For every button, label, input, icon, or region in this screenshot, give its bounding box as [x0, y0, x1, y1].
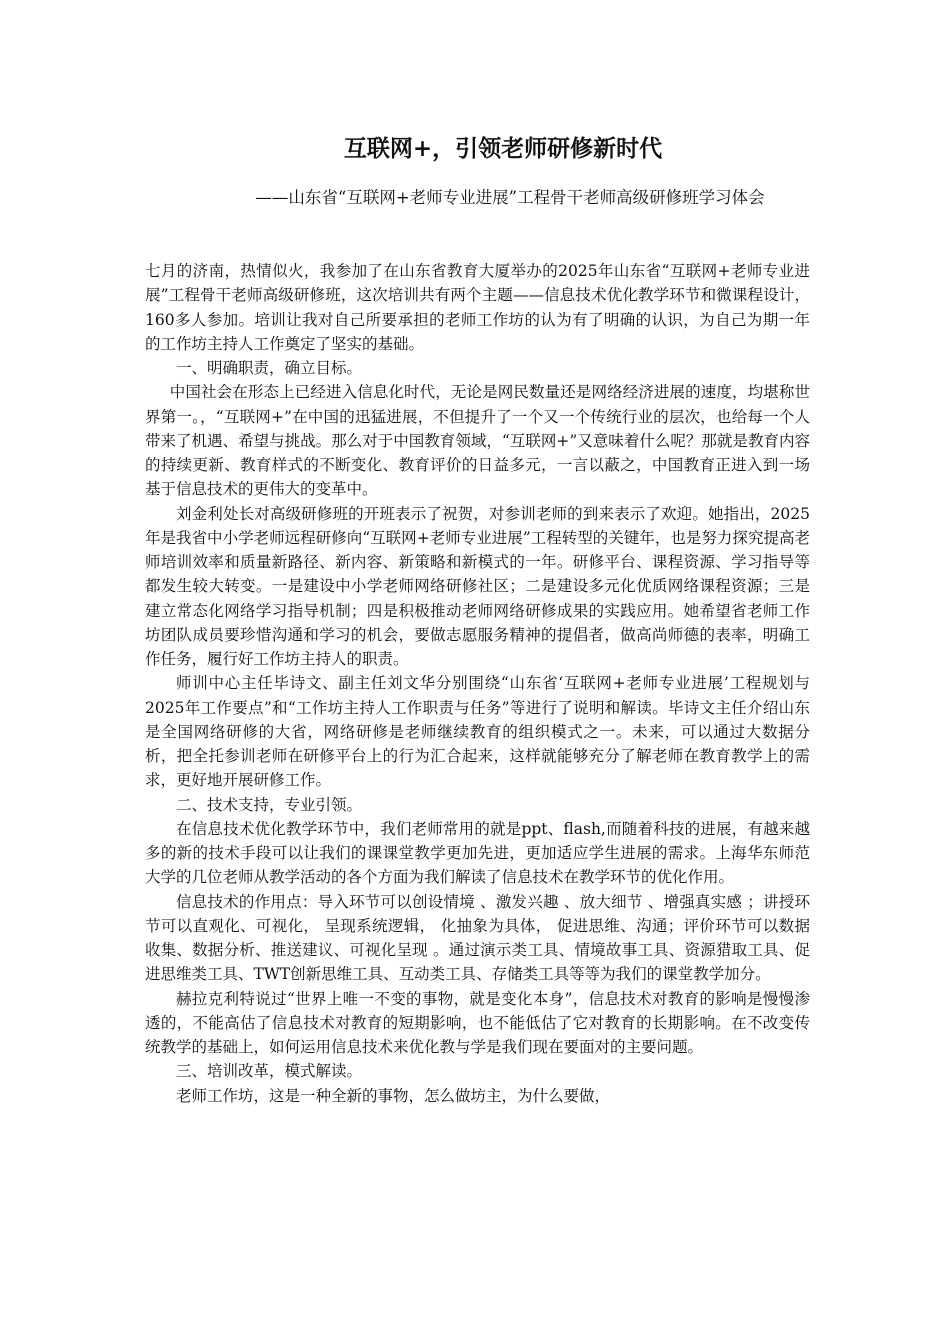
paragraph: 刘金利处长对高级研修班的开班表示了祝贺，对参训老师的到来表示了欢迎。她指出，2025年是我省中小学老师远程研修向“互联网+老师专业进展”工程转型的关键年，也是努力探究提高老师培训效率和质量新路径、新内容、新策略和新模式的一年。研修平台、课程资源、学习指导等都发生较大转变。一是建设中小学老师网络研修社区；二是建设多元化优质网络课程资源；三是建立常态化网络学习指导机制；四是积极推动老师网络研修成果的实践应用。她希望省老师工作坊团队成员要珍惜沟通和学习的机会，要做志愿服务精神的提倡者，做高尚师德的表率，明确工作任务，履行好工作坊主持人的职责。	[145, 504, 810, 668]
section-heading-2: 二、技术支持，专业引领。	[176, 795, 363, 814]
paragraph-intro: 七月的济南，热情似火，我参加了在山东省教育大厦举办的2025年山东省“互联网+老师专业进展”工程骨干老师高级研修班，这次培训共有两个主题——信息技术优化教学环节和微课程设计，160多人参加。培训让我对自己所要承担的老师工作坊的认为有了明确的认识，为自己为期一年的工作坊主持人工作奠定了坚实的基础。	[145, 262, 810, 353]
section-heading-3: 三、培训改革，模式解读。	[176, 1062, 363, 1081]
paragraph: 在信息技术优化教学环节中，我们老师常用的就是ppt、flash,而随着科技的进展，有越来越多的新的技术手段可以让我们的课课堂教学更加先进，更加适应学生进展的需求。上海华东师范大学的几位老师从教学活动的各个方面为我们解读了信息技术在教学环节的优化作用。	[145, 819, 810, 887]
paragraph: 信息技术的作用点：导入环节可以创设情境 、激发兴趣 、放大细节 、增强真实感 ；讲授环节可以直观化、可视化， 呈现系统逻辑， 化抽象为具体， 促进思维、沟通；评价环节可以数据收集、数据分析、推送建议、可视化呈现 。通过演示类工具、情境故事工具、资源猎取工具、促进思维类工具、TWT创新思维工具、互动类工具、存储类工具等等为我们的课堂教学加分。	[145, 892, 810, 984]
document-title: 互联网+，引领老师研修新时代	[343, 135, 663, 162]
paragraph: 中国社会在形态上已经进入信息化时代，无论是网民数量还是网络经济进展的速度，均堪称世界第一。，“互联网+”在中国的迅猛进展，不但提升了一个又一个传统行业的层次，也给每一个人带来了机遇、希望与挑战。那么对于中国教育领域，“互联网+”又意味着什么呢？那就是教育内容的持续更新、教育样式的不断变化、教育评价的日益多元，一言以蔽之，中国教育正进入到一场基于信息技术的更伟大的变革中。	[145, 383, 810, 499]
paragraph: 老师工作坊，这是一种全新的事物，怎么做坊主，为什么要做，	[176, 1086, 611, 1105]
paragraph: 赫拉克利特说过“世界上唯一不变的事物，就是变化本身”，信息技术对教育的影响是慢慢渗透的，不能高估了信息技术对教育的短期影响，也不能低估了它对教育的长期影响。在不改变传统教学的基础上，如何运用信息技术来优化教与学是我们现在要面对的主要问题。	[145, 989, 810, 1056]
document-body	[145, 259, 810, 1108]
document-subtitle: ——山东省“互联网+老师专业进展”工程骨干老师高级研修班学习体会	[255, 188, 765, 207]
paragraph: 师训中心主任毕诗文、副主任刘文华分别围绕“山东省‘互联网+老师专业进展’工程规划与2025年工作要点”和“工作坊主持人工作职责与任务”等进行了说明和解读。毕诗文主任介绍山东是全国网络研修的大省，网络研修是老师继续教育的组织模式之一。未来，可以通过大数据分析，把全托参训老师在研修平台上的行为汇合起来，这样就能够充分了解老师在教育教学上的需求，更好地开展研修工作。	[145, 674, 810, 790]
section-heading-1: 一、明确职责，确立目标。	[176, 359, 363, 377]
